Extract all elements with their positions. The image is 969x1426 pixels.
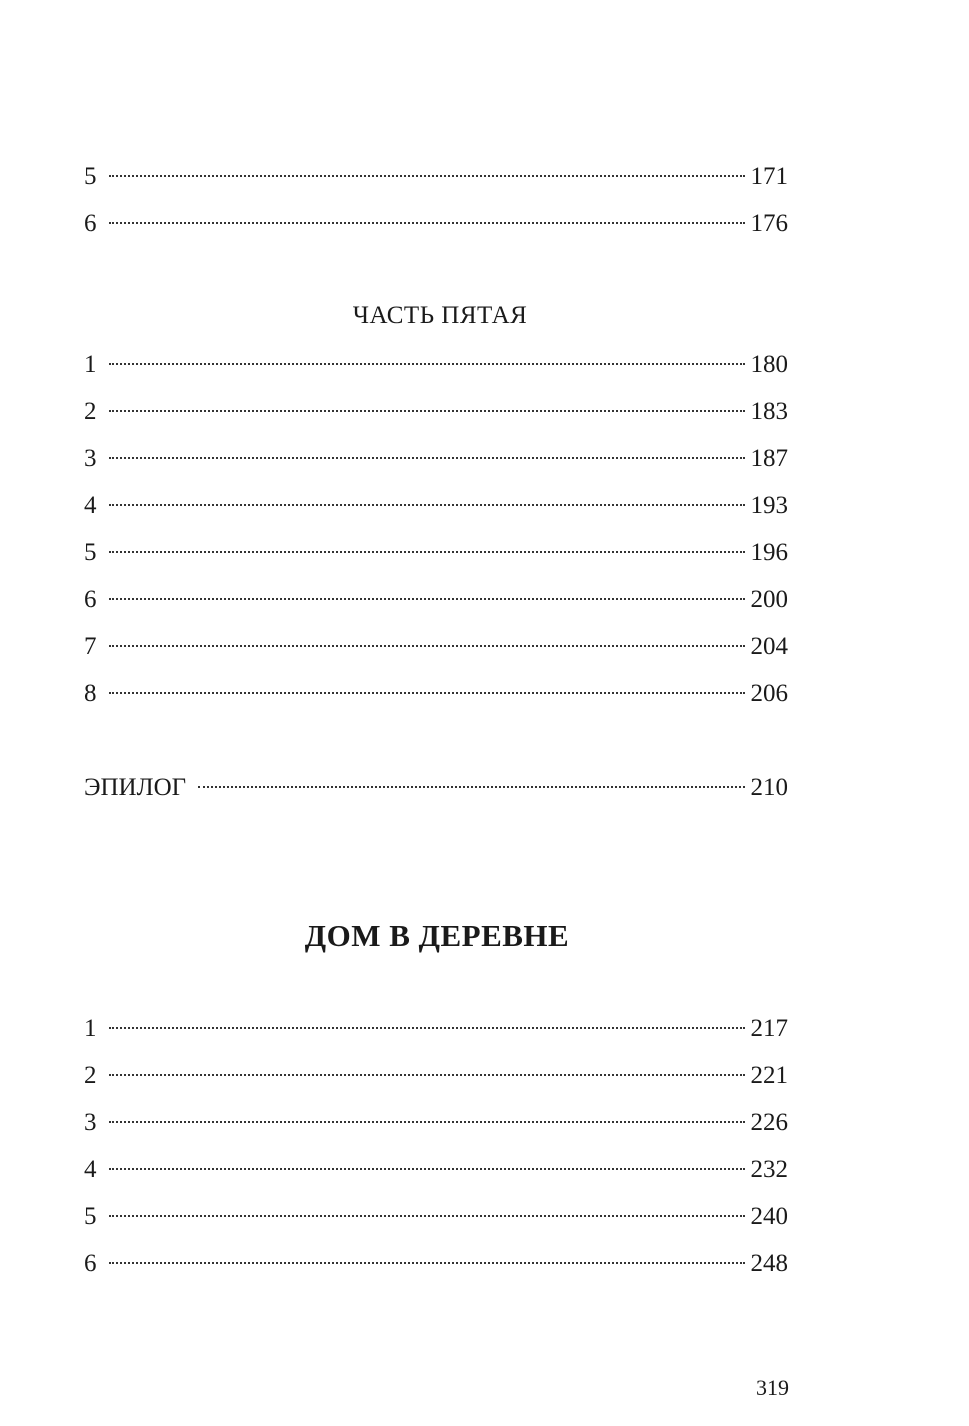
entry-label: 7: [84, 633, 97, 660]
entry-page-number: 193: [750, 492, 788, 519]
dot-leader: [109, 645, 745, 647]
entry-page-number: 187: [750, 445, 788, 472]
dot-leader: [109, 1121, 745, 1123]
entry-page-number: 200: [750, 586, 788, 613]
toc-entry[interactable]: [84, 1200, 788, 1234]
dot-leader: [109, 222, 745, 224]
toc-entry[interactable]: [84, 395, 788, 429]
entry-page-number: 221: [750, 1062, 788, 1089]
entry-page-number: 196: [750, 539, 788, 566]
entry-label: 3: [84, 445, 97, 472]
dot-leader: [109, 363, 745, 365]
toc-entry[interactable]: [84, 489, 788, 523]
entry-label: 6: [84, 210, 97, 237]
toc-entry[interactable]: [84, 677, 788, 711]
toc-entry[interactable]: [84, 442, 788, 476]
toc-entry-epilogue[interactable]: [84, 771, 788, 805]
entry-label: 2: [84, 398, 97, 425]
entry-page-number: 210: [750, 774, 788, 801]
entry-label: 5: [84, 1203, 97, 1230]
dot-leader: [109, 175, 745, 177]
dot-leader: [109, 410, 745, 412]
dot-leader: [109, 1027, 745, 1029]
part-heading: ЧАСТЬ ПЯТАЯ: [352, 302, 528, 329]
entry-label: 2: [84, 1062, 97, 1089]
toc-entry[interactable]: [84, 630, 788, 664]
toc-entry[interactable]: [84, 1153, 788, 1187]
entry-label: 3: [84, 1109, 97, 1136]
entry-page-number: 206: [750, 680, 788, 707]
dot-leader: [198, 786, 744, 788]
entry-label: 6: [84, 1250, 97, 1277]
entry-page-number: 204: [750, 633, 788, 660]
entry-page-number: 248: [750, 1250, 788, 1277]
entry-label: 1: [84, 1015, 97, 1042]
entry-page-number: 226: [750, 1109, 788, 1136]
entry-page-number: 217: [750, 1015, 788, 1042]
toc-entry[interactable]: [84, 1059, 788, 1093]
entry-label: 4: [84, 1156, 97, 1183]
dot-leader: [109, 1262, 745, 1264]
entry-page-number: 176: [750, 210, 788, 237]
dot-leader: [109, 1168, 745, 1170]
page-number-footer: 319: [756, 1375, 789, 1400]
toc-entry[interactable]: [84, 536, 788, 570]
entry-page-number: 232: [750, 1156, 788, 1183]
dot-leader: [109, 551, 745, 553]
dot-leader: [109, 692, 745, 694]
toc-entry[interactable]: [84, 1012, 788, 1046]
dot-leader: [109, 598, 745, 600]
book-title: ДОМ В ДЕРЕВНЕ: [304, 918, 570, 953]
entry-label: 6: [84, 586, 97, 613]
toc-entry[interactable]: [84, 160, 788, 194]
entry-label: 5: [84, 539, 97, 566]
dot-leader: [109, 1074, 745, 1076]
toc-entry[interactable]: [84, 1106, 788, 1140]
entry-page-number: 183: [750, 398, 788, 425]
entry-page-number: 171: [750, 163, 788, 190]
dot-leader: [109, 457, 745, 459]
entry-label: 4: [84, 492, 97, 519]
toc-entry[interactable]: [84, 583, 788, 617]
toc-entry[interactable]: [84, 348, 788, 382]
entry-label: 5: [84, 163, 97, 190]
entry-label: 1: [84, 351, 97, 378]
toc-entry[interactable]: [84, 207, 788, 241]
entry-label: ЭПИЛОГ: [84, 774, 187, 801]
dot-leader: [109, 1215, 745, 1217]
toc-entry[interactable]: [84, 1247, 788, 1281]
entry-page-number: 240: [750, 1203, 788, 1230]
dot-leader: [109, 504, 745, 506]
entry-page-number: 180: [750, 351, 788, 378]
entry-label: 8: [84, 680, 97, 707]
